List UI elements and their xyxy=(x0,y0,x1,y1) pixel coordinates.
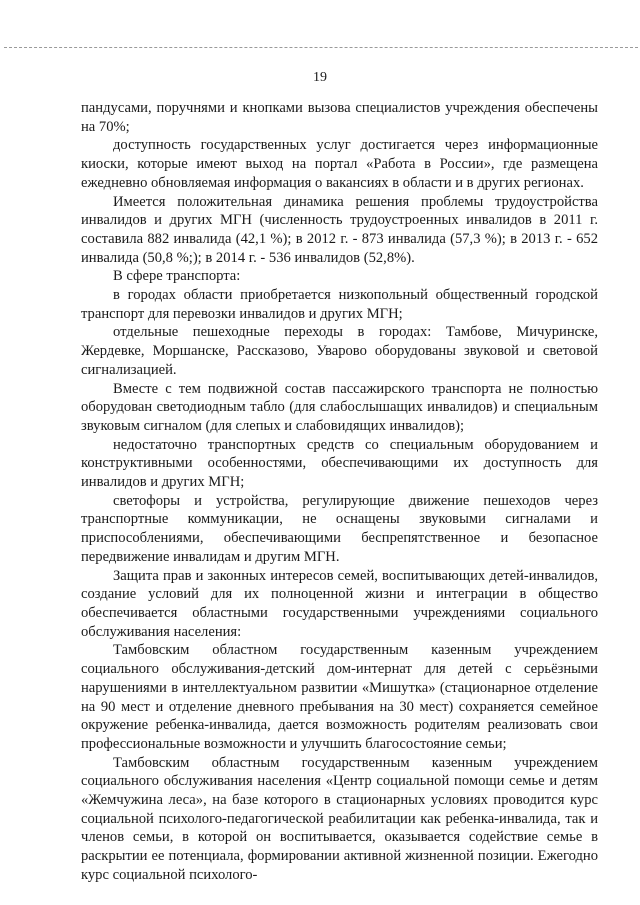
paragraph-insufficient-vehicles: недостаточно транспортных средств со специальным оборудованием и конструктивными особенностями, обеспечивающими их доступность для инвалидов и других МГН; xyxy=(81,436,598,491)
page-number: 19 xyxy=(313,70,327,85)
paragraph-ramps: пандусами, поручнями и кнопками вызова специалистов учреждения обеспечены на 70%; xyxy=(81,100,598,135)
paragraph-mishutka: Тамбовским областном государственным казенным учреждением социального обслуживания-детский дом-интернат для детей с серьёзными нарушениями в интеллектуальном развитии «Мишутка» (стационарное отделение на 90 мест и отделение дневного пребывания на 30 мест) сохраняется семейное окружение ребенка-инвалида, дается возможность родителям реализовать свои профессиональные возможности и улучшить благосостояние семьи; xyxy=(81,642,598,752)
paragraph-family-protection: Защита прав и законных интересов семей, воспитывающих детей-инвалидов, создание условий для их полноценной жизни и интеграции в общество обеспечивается областными государственными учреждениями социального обслуживания населения: xyxy=(81,567,598,640)
paragraph-info-kiosks: доступность государственных услуг достигается через информационные киоски, которые имеют выход на портал «Работа в России», где размещена ежедневно обновляемая информация о вакансиях в области и в других регионах. xyxy=(81,137,598,191)
paragraph-zhemchuzhina-lesa: Тамбовским областным государственным казенным учреждением социального обслуживания населения «Центр социальной помощи семье и детям «Жемчужина леса», на базе которого в стационарных условиях проводится курс социальной психолого-педагогической реабилитации как ребенка-инвалида, так и членов семьи, в которой он воспитывается, оказывается содействие семье в раскрытии ее потенциала, формировании активной жизненной позиции. Ежегодно курс социальной психолого- xyxy=(81,754,598,883)
paragraph-low-floor-transport: в городах области приобретается низкопольный общественный городской транспорт для перевозки инвалидов и других МГН; xyxy=(81,287,598,322)
page-top-dashed-rule xyxy=(4,47,638,48)
paragraph-employment-dynamics: Имеется положительная динамика решения проблемы трудоустройства инвалидов и других МГН (численность трудоустроенных инвалидов в 2011 г. составила 882 инвалида (42,1 %); в 2012 г. - 873 инвалида (57,3 %); в 2013 г. - 652 инвалида (50,8 %;); в 2014 г. - 536 инвалидов (52,8%). xyxy=(81,193,598,266)
document-body xyxy=(81,99,598,885)
paragraph-traffic-lights: светофоры и устройства, регулирующие движение пешеходов через транспортные коммуникации, не оснащены звуковыми сигналами и приспособлениями, обеспечивающими беспрепятственное и безопасное передвижение инвалидам и другим МГН. xyxy=(81,492,598,565)
paragraph-pedestrian-crossings: отдельные пешеходные переходы в городах: Тамбове, Мичуринске, Жердевке, Моршанске, Рассказово, Уварово оборудованы звуковой и световой сигнализацией. xyxy=(81,324,598,378)
paragraph-transport-heading: В сфере транспорта: xyxy=(113,268,241,285)
paragraph-rolling-stock: Вместе с тем подвижной состав пассажирского транспорта не полностью оборудован светодиодным табло (для слабослышащих инвалидов) и специальным звуковым сигналом (для слепых и слабовидящих инвалидов); xyxy=(81,380,598,434)
